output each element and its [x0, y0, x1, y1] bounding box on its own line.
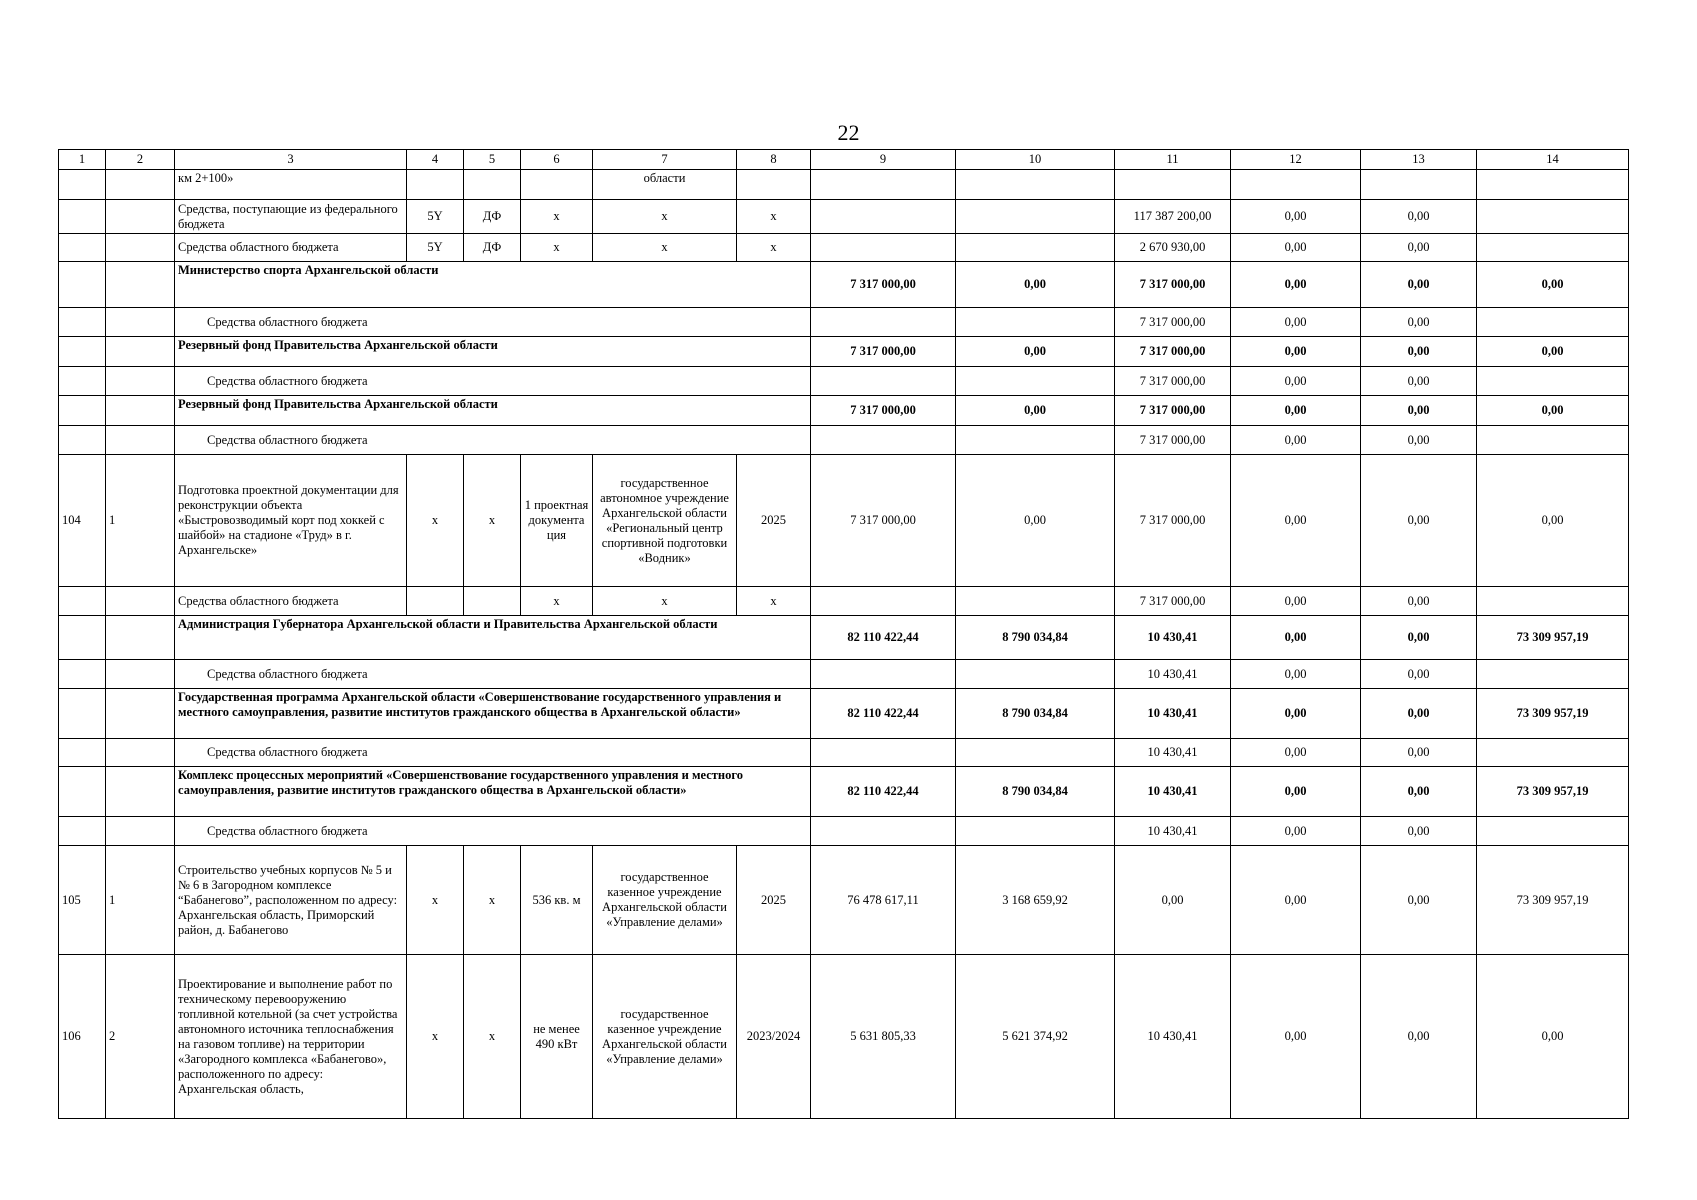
table-cell: 1 — [106, 846, 175, 955]
page-number: 22 — [837, 120, 860, 145]
table-cell: 8 790 034,84 — [956, 616, 1115, 660]
table-cell: государственное казенное учреждение Архангельской области «Управление делами» — [593, 955, 737, 1119]
table-cell: 73 309 957,19 — [1477, 689, 1629, 739]
header-cell: 2 — [106, 150, 175, 170]
table-cell: 5Y — [407, 234, 464, 262]
table-row — [59, 660, 1629, 689]
header-cell: 1 — [59, 150, 106, 170]
header-row — [59, 150, 1629, 170]
table-cell: Подготовка проектной документации для реконструкции объекта «Быстровозводимый корт под хоккей с шайбой» на стадионе «Труд» в г. Архангельске» — [175, 455, 407, 587]
table-cell: 0,00 — [1231, 234, 1361, 262]
table-row — [59, 455, 1629, 587]
table-row — [59, 587, 1629, 616]
table-cell: 0,00 — [1477, 396, 1629, 426]
table-cell: 8 790 034,84 — [956, 767, 1115, 817]
table-cell: 0,00 — [1361, 817, 1477, 846]
table-cell: 0,00 — [1361, 587, 1477, 616]
table-cell: области — [593, 170, 737, 200]
section-title: Администрация Губернатора Архангельской области и Правительства Архангельской области — [175, 616, 811, 660]
table-cell: 117 387 200,00 — [1115, 200, 1231, 234]
table-row — [59, 689, 1629, 739]
header-cell: 13 — [1361, 150, 1477, 170]
table-row — [59, 767, 1629, 817]
table-cell: 1 проектная документа ция — [521, 455, 593, 587]
table-row — [59, 846, 1629, 955]
funding-source-label: Средства областного бюджета — [175, 308, 811, 337]
table-cell: 0,00 — [1231, 426, 1361, 455]
table-cell: 7 317 000,00 — [1115, 308, 1231, 337]
table-cell: 82 110 422,44 — [811, 767, 956, 817]
table-cell: 7 317 000,00 — [1115, 455, 1231, 587]
table-cell: 0,00 — [1361, 262, 1477, 308]
table-cell: 105 — [59, 846, 106, 955]
header-cell: 12 — [1231, 150, 1361, 170]
table-cell: 0,00 — [1361, 846, 1477, 955]
table-cell: х — [407, 455, 464, 587]
table-cell: 0,00 — [1361, 367, 1477, 396]
table-cell: 0,00 — [1361, 689, 1477, 739]
table-cell: 0,00 — [1231, 587, 1361, 616]
table-cell: 0,00 — [1361, 308, 1477, 337]
table-cell: х — [521, 200, 593, 234]
table-cell: 5Y — [407, 200, 464, 234]
section-title: Министерство спорта Архангельской области — [175, 262, 811, 308]
table-cell: 0,00 — [1231, 955, 1361, 1119]
header-cell: 9 — [811, 150, 956, 170]
table-cell: х — [737, 587, 811, 616]
table-cell: 0,00 — [1231, 767, 1361, 817]
table-cell: 0,00 — [1115, 846, 1231, 955]
table-row — [59, 955, 1629, 1119]
table-row — [59, 234, 1629, 262]
table-cell: 0,00 — [1361, 455, 1477, 587]
table-cell: 106 — [59, 955, 106, 1119]
header-cell: 5 — [464, 150, 521, 170]
table-cell: х — [521, 234, 593, 262]
table-cell: 0,00 — [1231, 396, 1361, 426]
header-cell: 10 — [956, 150, 1115, 170]
table-cell: 5 621 374,92 — [956, 955, 1115, 1119]
table-cell: 10 430,41 — [1115, 660, 1231, 689]
header-cell: 11 — [1115, 150, 1231, 170]
table-cell: 0,00 — [1231, 846, 1361, 955]
table-cell: 0,00 — [956, 337, 1115, 367]
table-cell: х — [593, 587, 737, 616]
table-row — [59, 170, 1629, 200]
table-cell: 0,00 — [1231, 337, 1361, 367]
table-cell: 0,00 — [1361, 426, 1477, 455]
table-cell: 7 317 000,00 — [1115, 396, 1231, 426]
section-title: Резервный фонд Правительства Архангельской области — [175, 337, 811, 367]
table-cell: 10 430,41 — [1115, 767, 1231, 817]
header-cell: 6 — [521, 150, 593, 170]
table-row — [59, 337, 1629, 367]
table-cell: 2023/2024 — [737, 955, 811, 1119]
table-cell: 10 430,41 — [1115, 616, 1231, 660]
header-cell: 4 — [407, 150, 464, 170]
table-cell: 0,00 — [1477, 455, 1629, 587]
table-cell: 7 317 000,00 — [1115, 262, 1231, 308]
table-cell: х — [464, 955, 521, 1119]
table-cell: Средства областного бюджета — [175, 587, 407, 616]
table-cell: 10 430,41 — [1115, 739, 1231, 767]
table-row — [59, 426, 1629, 455]
table-cell: государственное автономное учреждение Архангельской области «Региональный центр спортивной подготовки «Водник» — [593, 455, 737, 587]
table-cell: х — [407, 846, 464, 955]
section-title: Государственная программа Архангельской области «Совершенствование государственного управления и местного самоуправления, развитие институтов гражданского общества в Архангельской области» — [175, 689, 811, 739]
table-cell: 0,00 — [1361, 616, 1477, 660]
table-cell: 0,00 — [1231, 200, 1361, 234]
table-cell: 73 309 957,19 — [1477, 767, 1629, 817]
table-cell: х — [737, 200, 811, 234]
table-cell: 82 110 422,44 — [811, 689, 956, 739]
table-cell: 0,00 — [1231, 262, 1361, 308]
table-cell: 7 317 000,00 — [811, 337, 956, 367]
table-cell: 0,00 — [1231, 367, 1361, 396]
table-cell: 0,00 — [1477, 955, 1629, 1119]
table-cell: 0,00 — [1361, 234, 1477, 262]
table-cell: х — [737, 234, 811, 262]
header-cell: 14 — [1477, 150, 1629, 170]
header-cell: 7 — [593, 150, 737, 170]
table-cell: км 2+100» — [175, 170, 407, 200]
table-cell: 0,00 — [1231, 739, 1361, 767]
table-row — [59, 616, 1629, 660]
table-cell: 7 317 000,00 — [1115, 367, 1231, 396]
table-cell: 2 670 930,00 — [1115, 234, 1231, 262]
table-cell: 0,00 — [1231, 660, 1361, 689]
table-row — [59, 308, 1629, 337]
table-row — [59, 817, 1629, 846]
table-cell: 0,00 — [1231, 817, 1361, 846]
table-cell: х — [464, 455, 521, 587]
table-cell: 10 430,41 — [1115, 689, 1231, 739]
table-row — [59, 200, 1629, 234]
table-cell: 7 317 000,00 — [1115, 337, 1231, 367]
table-cell: Средства, поступающие из федерального бюджета — [175, 200, 407, 234]
table-cell: 8 790 034,84 — [956, 689, 1115, 739]
table-cell: 7 317 000,00 — [811, 396, 956, 426]
table-cell: не менее 490 кВт — [521, 955, 593, 1119]
table-row — [59, 739, 1629, 767]
table-cell: 0,00 — [1361, 200, 1477, 234]
section-title: Комплекс процессных мероприятий «Совершенствование государственного управления и местного самоуправления, развитие институтов гражданского общества в Архангельской области» — [175, 767, 811, 817]
table-cell: 7 317 000,00 — [811, 262, 956, 308]
table-cell: государственное казенное учреждение Архангельской области «Управление делами» — [593, 846, 737, 955]
table-cell: 7 317 000,00 — [1115, 587, 1231, 616]
table-cell: 3 168 659,92 — [956, 846, 1115, 955]
table-cell: 0,00 — [1361, 955, 1477, 1119]
table-cell: 10 430,41 — [1115, 817, 1231, 846]
table-cell: х — [464, 846, 521, 955]
table-cell: 0,00 — [1361, 739, 1477, 767]
table-cell: 73 309 957,19 — [1477, 616, 1629, 660]
table-cell: 10 430,41 — [1115, 955, 1231, 1119]
table-cell: 1 — [106, 455, 175, 587]
table-cell: 76 478 617,11 — [811, 846, 956, 955]
table-cell: х — [407, 955, 464, 1119]
table-cell: Строительство учебных корпусов № 5 и № 6 в Загородном комплексе “Бабанегово”, расположенном по адресу: Архангельская область, Приморский район, д. Бабанегово — [175, 846, 407, 955]
table-cell: 0,00 — [956, 396, 1115, 426]
table-cell: 7 317 000,00 — [1115, 426, 1231, 455]
table-cell: 0,00 — [1477, 337, 1629, 367]
table-cell: 2025 — [737, 455, 811, 587]
table-cell: 0,00 — [1361, 767, 1477, 817]
table-cell: 0,00 — [1231, 308, 1361, 337]
funding-source-label: Средства областного бюджета — [175, 739, 811, 767]
funding-source-label: Средства областного бюджета — [175, 367, 811, 396]
table-cell: 0,00 — [1231, 455, 1361, 587]
table-cell: ДФ — [464, 234, 521, 262]
table-cell: 0,00 — [1477, 262, 1629, 308]
table-cell: 0,00 — [1361, 660, 1477, 689]
table-cell: 7 317 000,00 — [811, 455, 956, 587]
section-title: Резервный фонд Правительства Архангельской области — [175, 396, 811, 426]
table-cell: Средства областного бюджета — [175, 234, 407, 262]
table-cell: 104 — [59, 455, 106, 587]
table-cell: х — [593, 200, 737, 234]
table-cell: 0,00 — [956, 455, 1115, 587]
funding-source-label: Средства областного бюджета — [175, 660, 811, 689]
header-cell: 3 — [175, 150, 407, 170]
budget-table — [58, 149, 1629, 1119]
table-cell: 5 631 805,33 — [811, 955, 956, 1119]
table-row — [59, 262, 1629, 308]
table-cell: 0,00 — [1361, 337, 1477, 367]
table-cell: 536 кв. м — [521, 846, 593, 955]
table-cell: Проектирование и выполнение работ по техническому перевооружению топливной котельной (за счет устройства автономного источника теплоснабжения на газовом топливе) на территории «Загородного комплекса «Бабанегово», расположенного по адресу: Архангельская область, — [175, 955, 407, 1119]
table-cell: 0,00 — [1231, 616, 1361, 660]
table-cell: 0,00 — [956, 262, 1115, 308]
funding-source-label: Средства областного бюджета — [175, 426, 811, 455]
table-cell: х — [593, 234, 737, 262]
funding-source-label: Средства областного бюджета — [175, 817, 811, 846]
header-cell: 8 — [737, 150, 811, 170]
table-cell: 2025 — [737, 846, 811, 955]
table-cell: х — [521, 587, 593, 616]
table-row — [59, 367, 1629, 396]
table-cell: 73 309 957,19 — [1477, 846, 1629, 955]
table-cell: 2 — [106, 955, 175, 1119]
table-cell: 0,00 — [1231, 689, 1361, 739]
table-cell: 82 110 422,44 — [811, 616, 956, 660]
table-cell: ДФ — [464, 200, 521, 234]
table-cell: 0,00 — [1361, 396, 1477, 426]
table-row — [59, 396, 1629, 426]
